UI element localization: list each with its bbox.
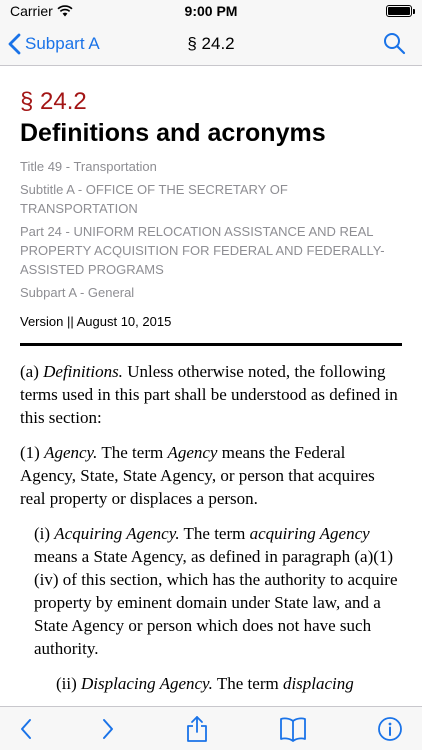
status-bar (0, 0, 422, 22)
info-icon (377, 716, 403, 742)
paragraph-heading: Definitions. (43, 362, 123, 381)
search-button[interactable] (382, 31, 406, 55)
share-icon (185, 715, 209, 743)
paragraph-heading: Displacing Agency. (81, 674, 213, 693)
share-button[interactable] (183, 715, 211, 743)
section-number: § 24.2 (20, 88, 87, 115)
paragraph-a1ii (20, 672, 402, 695)
nav-title: § 24.2 (187, 34, 235, 53)
paragraph-text: The term (97, 443, 168, 462)
chevron-left-icon (19, 718, 33, 740)
section-body (0, 346, 422, 695)
back-button-label: Subpart A (25, 34, 100, 53)
chevron-left-icon (8, 33, 21, 55)
paragraph-text: means a State Agency, as defined in paragraph (a)(1)(iv) of this section, which has the authority to acquire property by eminent domain under State law, and a State Agency or person which does not have such authority. (34, 547, 398, 658)
previous-button[interactable] (12, 715, 40, 743)
paragraph-text: The term (179, 524, 250, 543)
book-icon (279, 716, 307, 742)
meta-part: Part 24 - UNIFORM RELOCATION ASSISTANCE AND REAL PROPERTY ACQUISITION FOR FEDERAL AND FEDERALLY-ASSISTED PROGRAMS (20, 224, 385, 277)
next-button[interactable] (94, 715, 122, 743)
defined-term: displacing (282, 674, 354, 693)
meta-title: Title 49 - Transportation (20, 159, 157, 174)
search-icon (382, 31, 406, 55)
paragraph-prefix: (i) (34, 524, 55, 543)
paragraph-prefix: (a) (20, 362, 44, 381)
document-content[interactable] (0, 67, 422, 705)
status-left (10, 3, 73, 19)
paragraph-prefix: (1) (20, 443, 45, 462)
paragraph-a (20, 360, 402, 429)
section-metadata (20, 157, 402, 302)
defined-term: acquiring Agency (249, 524, 370, 543)
bottom-toolbar (0, 706, 422, 750)
paragraph-text: means the Federal Agency, State, State Agency, or person that acquires real property or displaces a person. (20, 443, 375, 508)
version-label: Version || August 10, 2015 (20, 314, 172, 329)
paragraph-heading: Acquiring Agency. (54, 524, 180, 543)
section-header (0, 67, 422, 329)
defined-term: Agency (167, 443, 218, 462)
bookmarks-button[interactable] (279, 715, 307, 743)
battery-icon (386, 5, 412, 17)
info-button[interactable] (376, 715, 404, 743)
meta-subtitle: Subtitle A - OFFICE OF THE SECRETARY OF TRANSPORTATION (20, 182, 288, 216)
paragraph-prefix: (ii) (56, 674, 82, 693)
navigation-bar (0, 22, 422, 66)
wifi-icon (57, 5, 73, 17)
paragraph-a1i (20, 522, 402, 660)
status-time: 9:00 PM (184, 3, 238, 19)
carrier-label: Carrier (10, 3, 53, 19)
section-title: Definitions and acronyms (20, 119, 326, 147)
back-button[interactable] (8, 30, 100, 58)
paragraph-a1 (20, 441, 402, 510)
paragraph-text: The term (212, 674, 283, 693)
paragraph-text: Unless otherwise noted, the following terms used in this part shall be understood as defined in this section: (20, 362, 398, 427)
meta-subpart: Subpart A - General (20, 285, 135, 300)
paragraph-heading: Agency. (44, 443, 98, 462)
chevron-right-icon (101, 718, 115, 740)
